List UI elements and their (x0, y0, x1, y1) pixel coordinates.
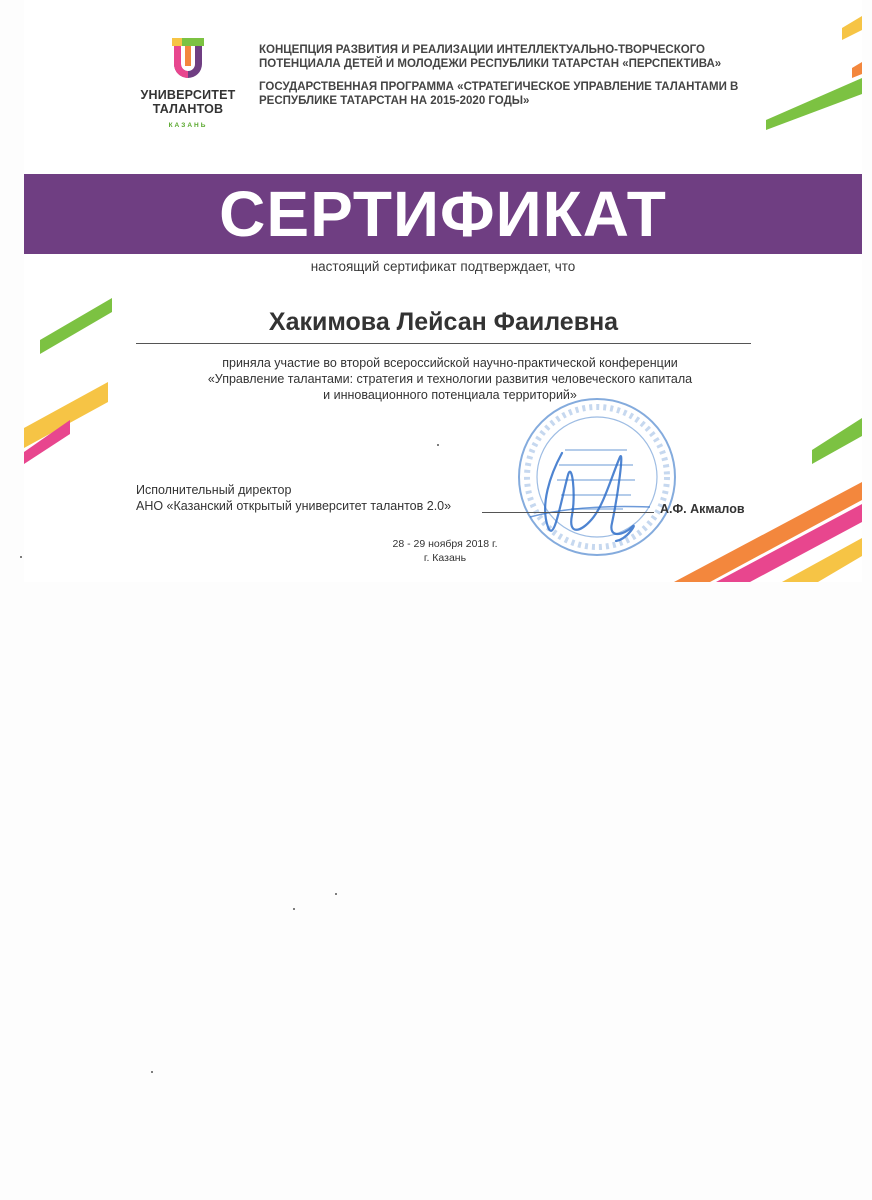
participation-line-2: «Управление талантами: стратегия и технологии развития человеческого капитала (207, 372, 693, 386)
participation-line-1: приняла участие во второй всероссийской научно-практической конференции (222, 356, 678, 370)
scan-speck (151, 1071, 153, 1073)
event-date: 28 - 29 ноября 2018 г. (392, 538, 498, 550)
title-banner (24, 174, 862, 254)
scan-speck (335, 893, 337, 895)
participation-line-3: и инновационного потенциала территорий» (323, 388, 577, 402)
certificate-title: СЕРТИФИКАТ (219, 178, 667, 250)
certificate-subtitle: настоящий сертификат подтверждает, что (310, 259, 576, 274)
director-title: Исполнительный директор (136, 483, 292, 497)
recipient-name: Хакимова Лейсан Фаилевна (136, 308, 751, 344)
header-text (259, 44, 779, 118)
signer-name: А.Ф. Акмалов (660, 502, 745, 516)
event-city: г. Казань (423, 552, 467, 564)
logo-text-line1: УНИВЕРСИТЕТ (140, 88, 236, 102)
event-date-place (340, 537, 550, 565)
scan-speck (437, 444, 439, 446)
program-heading: ГОСУДАРСТВЕННАЯ ПРОГРАММА «СТРАТЕГИЧЕСКОЕ УПРАВЛЕНИЕ ТАЛАНТАМИ В РЕСПУБЛИКЕ ТАТАРСТАН НА 2015-2020 ГОДЫ» (259, 81, 739, 107)
university-logo (136, 38, 240, 129)
scan-speck (20, 556, 22, 558)
concept-heading: КОНЦЕПЦИЯ РАЗВИТИЯ И РЕАЛИЗАЦИИ ИНТЕЛЛЕКТУАЛЬНО-ТВОРЧЕСКОГО ПОТЕНЦИАЛА ДЕТЕЙ И МОЛОДЕЖИ РЕСПУБЛИКИ ТАТАРСТАН «ПЕРСПЕКТИВА» (259, 44, 722, 70)
participation-text (120, 355, 780, 403)
logo-text-city: КАЗАНЬ (168, 122, 208, 129)
director-block (136, 482, 451, 514)
director-org: АНО «Казанский открытый университет талантов 2.0» (136, 499, 452, 513)
scan-speck (293, 908, 295, 910)
signature-line (482, 512, 654, 513)
university-logo-icon (168, 38, 208, 82)
logo-text-line2: ТАЛАНТОВ (152, 102, 224, 116)
